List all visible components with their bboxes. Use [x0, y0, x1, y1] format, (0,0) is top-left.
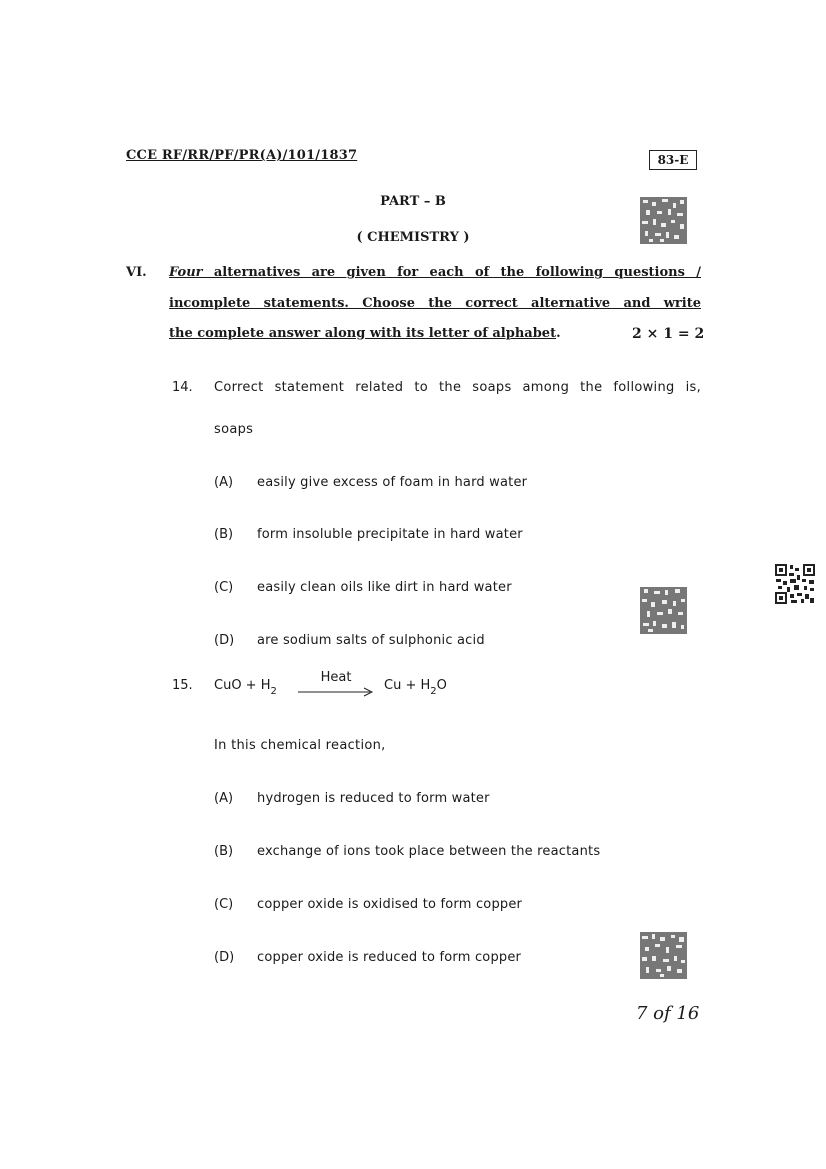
question-number: 14.	[172, 380, 193, 395]
section-marks: 2 × 1 = 2	[632, 326, 705, 342]
arrow-label: Heat	[320, 670, 352, 685]
option-text: copper oxide is oxidised to form copper	[257, 897, 523, 912]
instruction-line-3-text: the complete answer along with its letter of alphabet	[169, 326, 557, 341]
qr-code-icon	[640, 197, 687, 244]
side-qr-code-icon	[775, 564, 815, 604]
instruction-line-2: incomplete statements. Choose the correct alternative and write	[169, 296, 701, 311]
instruction-line-3	[169, 326, 561, 341]
equation-left: CuO + H	[214, 678, 271, 693]
option-text: exchange of ions took place between the reactants	[257, 844, 601, 859]
question-text: Correct statement related to the soaps among the following is,	[214, 380, 701, 395]
qr-code-icon	[640, 932, 687, 979]
option-letter: (D)	[214, 633, 235, 648]
part-title: PART – B	[380, 194, 446, 209]
option-text: form insoluble precipitate in hard water	[257, 527, 523, 542]
option-letter: (D)	[214, 950, 235, 965]
page-number: 7 of 16	[636, 1003, 700, 1024]
equation-left-sub: 2	[270, 686, 277, 697]
chemical-equation-right	[384, 678, 447, 697]
instruction-lead: Four	[169, 265, 203, 280]
option-text: copper oxide is reduced to form copper	[257, 950, 522, 965]
option-text: easily give excess of foam in hard water	[257, 475, 528, 490]
equation-right-end: O	[436, 678, 447, 693]
exam-code: CCE RF/RR/PF/PR(A)/101/1837	[126, 148, 358, 163]
option-letter: (C)	[214, 897, 234, 912]
instruction-line-1	[169, 265, 701, 280]
question-text: In this chemical reaction,	[214, 738, 386, 753]
option-text: hydrogen is reduced to form water	[257, 791, 490, 806]
chemical-equation	[214, 678, 277, 697]
qr-code-icon	[640, 587, 687, 634]
option-letter: (C)	[214, 580, 234, 595]
question-number: 15.	[172, 678, 193, 693]
paper-code-box: 83-E	[649, 150, 697, 170]
option-letter: (B)	[214, 844, 234, 859]
instruction-period: .	[556, 326, 561, 341]
question-text-continued: soaps	[214, 422, 254, 437]
option-letter: (B)	[214, 527, 234, 542]
equation-right: Cu + H	[384, 678, 431, 693]
instruction-line-1-rest: alternatives are given for each of the following questions /	[202, 265, 701, 280]
equation-right-sub: 2	[430, 686, 437, 697]
section-number: VI.	[126, 265, 147, 280]
option-letter: (A)	[214, 475, 234, 490]
option-text: are sodium salts of sulphonic acid	[257, 633, 485, 648]
subject-title: ( CHEMISTRY )	[356, 230, 470, 245]
reaction-arrow-icon	[298, 682, 374, 701]
option-text: easily clean oils like dirt in hard water	[257, 580, 512, 595]
option-letter: (A)	[214, 791, 234, 806]
